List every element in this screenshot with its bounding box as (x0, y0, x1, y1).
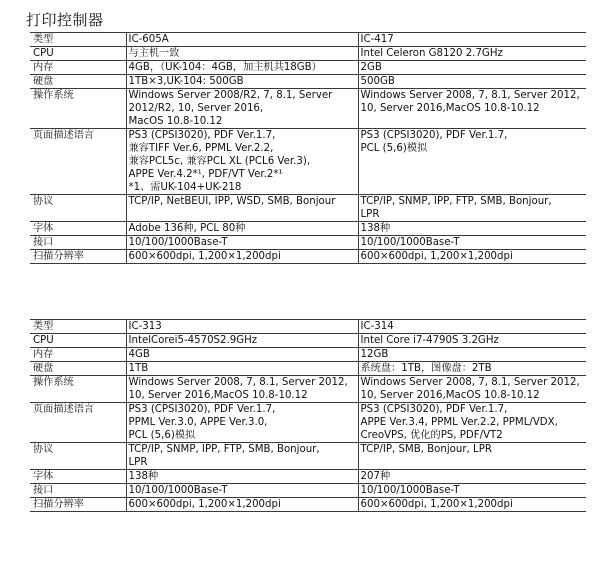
model-b-value: 600×600dpi, 1,200×1,200dpi (358, 498, 586, 512)
model-b-value: 138种 (358, 222, 586, 236)
row-label: 字体 (30, 222, 126, 236)
model-b-value: 10/100/1000Base-T (358, 236, 586, 250)
row-label: CPU (30, 334, 126, 348)
model-a-value: 4GB (126, 348, 358, 362)
row-label: 接口 (30, 484, 126, 498)
table-row-protocol (30, 195, 586, 222)
model-a-value: Windows Server 2008/R2, 7, 8.1, Server 2012/R2, 10, Server 2016, MacOS 10.8-10.12 (126, 89, 358, 129)
model-b-value: PS3 (CPSI3020), PDF Ver.1.7, PCL (5,6)模拟 (358, 129, 586, 195)
model-b-value: Windows Server 2008, 7, 8.1, Server 2012, 10, Server 2016,MacOS 10.8-10.12 (358, 376, 586, 403)
model-a-value: 138种 (126, 470, 358, 484)
table-row-memory (30, 348, 586, 362)
model-a-value: PS3 (CPSI3020), PDF Ver.1.7, PPML Ver.3.0, APPE Ver.3.0, PCL (5,6)模拟 (126, 403, 358, 443)
model-a-value: PS3 (CPSI3020), PDF Ver.1.7, 兼容TIFF Ver.6, PPML Ver.2.2, 兼容PCL5c, 兼容PCL XL (PCL6 Ver.3), APPE Ver.4.2*¹, PDF/VT Ver.2*¹ *1、需UK-104+UK-218 (126, 129, 358, 195)
model-b-value: 12GB (358, 348, 586, 362)
table-row-scan-resolution (30, 498, 586, 512)
row-label: 硬盘 (30, 75, 126, 89)
row-label: 扫描分辨率 (30, 250, 126, 264)
model-a-value: IC-605A (126, 33, 358, 47)
model-b-value: 500GB (358, 75, 586, 89)
model-a-value: 10/100/1000Base-T (126, 484, 358, 498)
model-a-value: 1TB (126, 362, 358, 376)
model-b-value: 600×600dpi, 1,200×1,200dpi (358, 250, 586, 264)
model-b-value: Intel Core i7-4790S 3.2GHz (358, 334, 586, 348)
row-label: 类型 (30, 320, 126, 334)
row-label: 扫描分辨率 (30, 498, 126, 512)
row-label: 内存 (30, 348, 126, 362)
model-b-value: 10/100/1000Base-T (358, 484, 586, 498)
row-label: 类型 (30, 33, 126, 47)
table-row-fonts (30, 470, 586, 484)
row-label: CPU (30, 47, 126, 61)
table-row-disk (30, 362, 586, 376)
row-label: 接口 (30, 236, 126, 250)
model-a-value: Adobe 136种, PCL 80种 (126, 222, 358, 236)
spec-table-2 (30, 319, 586, 512)
table-row-pdl (30, 403, 586, 443)
model-a-value: IC-313 (126, 320, 358, 334)
model-a-value: 与主机一致 (126, 47, 358, 61)
model-b-value: Windows Server 2008, 7, 8.1, Server 2012, 10, Server 2016,MacOS 10.8-10.12 (358, 89, 586, 129)
table-row-fonts (30, 222, 586, 236)
table-row-pdl (30, 129, 586, 195)
model-a-value: 600×600dpi, 1,200×1,200dpi (126, 498, 358, 512)
row-label: 协议 (30, 443, 126, 470)
model-a-value: 1TB×3,UK-104: 500GB (126, 75, 358, 89)
table-row-os (30, 376, 586, 403)
spec-table-1 (30, 32, 586, 264)
model-b-value: 207种 (358, 470, 586, 484)
model-b-value: IC-417 (358, 33, 586, 47)
table-row-cpu (30, 334, 586, 348)
row-label: 内存 (30, 61, 126, 75)
model-a-value: Windows Server 2008, 7, 8.1, Server 2012, 10, Server 2016,MacOS 10.8-10.12 (126, 376, 358, 403)
page-title: 打印控制器 (26, 11, 104, 29)
table-row-scan-resolution (30, 250, 586, 264)
model-b-value: PS3 (CPSI3020), PDF Ver.1.7, APPE Ver.3.4, PPML Ver.2.2, PPML/VDX, CreoVPS, 优化的PS, PDF/VT2 (358, 403, 586, 443)
table-row-os (30, 89, 586, 129)
model-a-value: 10/100/1000Base-T (126, 236, 358, 250)
model-b-value: 系统盘：1TB，图像盘：2TB (358, 362, 586, 376)
row-label: 硬盘 (30, 362, 126, 376)
row-label: 协议 (30, 195, 126, 222)
model-b-value: IC-314 (358, 320, 586, 334)
model-a-value: TCP/IP, NetBEUI, IPP, WSD, SMB, Bonjour (126, 195, 358, 222)
model-a-value: TCP/IP, SNMP, IPP, FTP, SMB, Bonjour, LPR (126, 443, 358, 470)
model-b-value: TCP/IP, SMB, Bonjour, LPR (358, 443, 586, 470)
table-row-type (30, 320, 586, 334)
table-row-disk (30, 75, 586, 89)
table-row-interface (30, 484, 586, 498)
row-label: 操作系统 (30, 376, 126, 403)
model-a-value: 4GB，（UK-104：4GB，加主机共18GB） (126, 61, 358, 75)
row-label: 页面描述语言 (30, 403, 126, 443)
table-row-protocol (30, 443, 586, 470)
model-b-value: 2GB (358, 61, 586, 75)
row-label: 字体 (30, 470, 126, 484)
table-row-cpu (30, 47, 586, 61)
table-row-type (30, 33, 586, 47)
row-label: 操作系统 (30, 89, 126, 129)
model-a-value: 600×600dpi, 1,200×1,200dpi (126, 250, 358, 264)
row-label: 页面描述语言 (30, 129, 126, 195)
table-row-memory (30, 61, 586, 75)
model-b-value: TCP/IP, SNMP, IPP, FTP, SMB, Bonjour, LPR (358, 195, 586, 222)
table-row-interface (30, 236, 586, 250)
model-a-value: IntelCorei5-4570S2.9GHz (126, 334, 358, 348)
model-b-value: Intel Celeron G8120 2.7GHz (358, 47, 586, 61)
